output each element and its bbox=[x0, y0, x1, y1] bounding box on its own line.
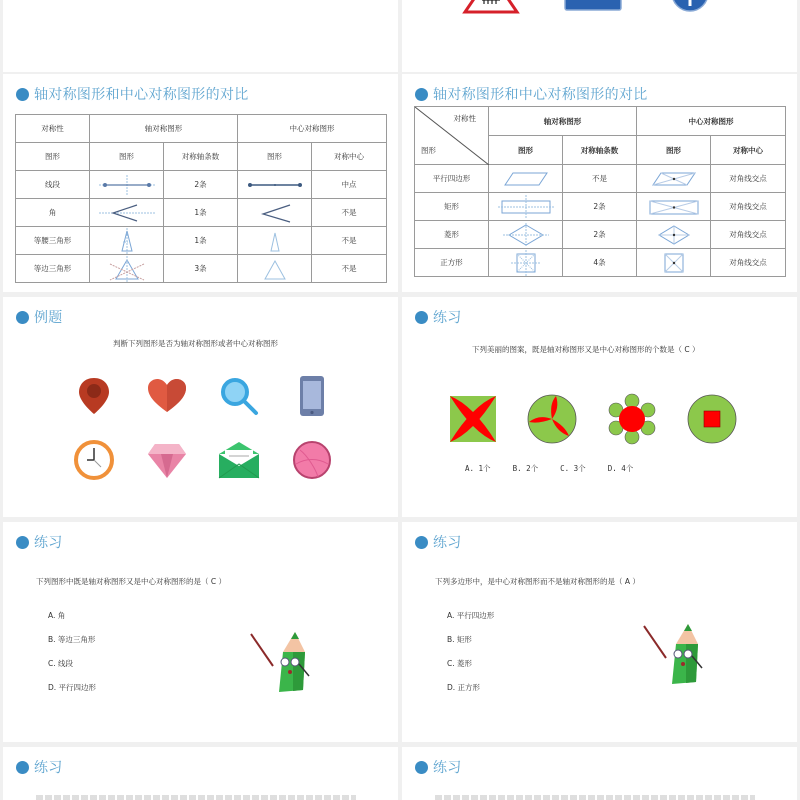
choice-a[interactable]: A. 平行四边形 bbox=[447, 611, 495, 620]
blue-rectangle-sign-icon bbox=[564, 0, 622, 12]
angle-icon bbox=[245, 202, 305, 224]
bullet-dot-icon bbox=[415, 88, 428, 101]
square-axes-icon bbox=[509, 250, 543, 276]
corner-top-label: 对称性 bbox=[453, 114, 476, 123]
diagonal-line-icon bbox=[415, 107, 489, 165]
table-row bbox=[415, 193, 786, 221]
slide-title-text: 练习 bbox=[34, 760, 63, 776]
example-icon-grid bbox=[58, 375, 348, 481]
segment-midpoint-icon bbox=[245, 174, 305, 196]
choice-list bbox=[447, 610, 494, 693]
flower-icon bbox=[607, 393, 657, 445]
bullet-dot-icon bbox=[415, 536, 428, 549]
rhombus-diagonals-icon bbox=[654, 224, 694, 246]
header-central-shape: 图形 bbox=[238, 143, 312, 171]
slide-practice-bottom-right bbox=[402, 747, 797, 800]
slide-title-text: 轴对称图形和中心对称图形的对比 bbox=[433, 87, 648, 103]
header-central-shape: 图形 bbox=[637, 136, 711, 165]
slide-practice-patterns bbox=[402, 297, 797, 517]
axis-count: 1条 bbox=[164, 227, 238, 255]
slide-title bbox=[16, 757, 63, 777]
cut-off-text bbox=[36, 795, 356, 800]
slide-title-text: 轴对称图形和中心对称图形的对比 bbox=[34, 87, 249, 103]
slide-title bbox=[415, 307, 462, 327]
table-row bbox=[16, 255, 387, 283]
diamond-icon bbox=[147, 440, 187, 480]
bullet-dot-icon bbox=[16, 88, 29, 101]
segment-with-axes-icon bbox=[97, 174, 157, 196]
slide-top-right-partial bbox=[402, 0, 797, 72]
choice-c[interactable]: C. 菱形 bbox=[447, 659, 473, 668]
slide-practice-q2 bbox=[402, 522, 797, 742]
slide-title bbox=[16, 84, 249, 104]
center-value: 不是 bbox=[312, 255, 387, 283]
axis-count: 1条 bbox=[164, 199, 238, 227]
header-axis-count: 对称轴条数 bbox=[563, 136, 637, 165]
axis-count: 2条 bbox=[164, 171, 238, 199]
header-axis-count: 对称轴条数 bbox=[164, 143, 238, 171]
choice-b[interactable]: B. 矩形 bbox=[447, 635, 472, 644]
pencil-teacher-mascot-icon bbox=[640, 622, 704, 688]
table-row bbox=[415, 249, 786, 277]
corner-bottom-label: 图形 bbox=[421, 146, 436, 155]
row-name: 矩形 bbox=[415, 193, 489, 221]
slide-title-text: 练习 bbox=[433, 310, 462, 326]
pencil-teacher-mascot-icon bbox=[247, 630, 311, 696]
blue-circle-info-sign-icon bbox=[670, 0, 710, 14]
choice-d[interactable]: D. 平行四边形 bbox=[48, 683, 97, 692]
bullet-dot-icon bbox=[415, 761, 428, 774]
center-value: 对角线交点 bbox=[711, 221, 786, 249]
table-row bbox=[415, 221, 786, 249]
row-name: 正方形 bbox=[415, 249, 489, 277]
choice-b[interactable]: B. 等边三角形 bbox=[48, 635, 96, 644]
slide-title-text: 练习 bbox=[433, 760, 462, 776]
axis-count: 2条 bbox=[563, 221, 637, 249]
slide-title bbox=[16, 307, 63, 327]
parallelogram-diagonals-icon bbox=[649, 169, 699, 189]
isosceles-triangle-axis-icon bbox=[112, 228, 142, 254]
header-axial-shape: 图形 bbox=[90, 143, 164, 171]
practice-question: 下列图形中既是轴对称图形又是中心对称图形的是（ C ） bbox=[36, 577, 227, 586]
square-in-circle-icon bbox=[687, 394, 737, 444]
center-value: 对角线交点 bbox=[711, 193, 786, 221]
bullet-dot-icon bbox=[16, 761, 29, 774]
row-name: 菱形 bbox=[415, 221, 489, 249]
axis-count: 4条 bbox=[563, 249, 637, 277]
table-row bbox=[415, 165, 786, 193]
slide-title-text: 练习 bbox=[433, 535, 462, 551]
heart-icon bbox=[147, 378, 187, 414]
rectangle-diagonals-icon bbox=[648, 197, 700, 217]
header-axial: 轴对称图形 bbox=[489, 107, 637, 136]
row-name: 平行四边形 bbox=[415, 165, 489, 193]
slide-title bbox=[16, 532, 63, 552]
center-value: 中点 bbox=[312, 171, 387, 199]
center-value: 不是 bbox=[312, 227, 387, 255]
bullet-dot-icon bbox=[16, 311, 29, 324]
table-row bbox=[16, 171, 387, 199]
comparison-table bbox=[414, 106, 786, 277]
slide-title bbox=[415, 757, 462, 777]
slide-practice-bottom-left bbox=[3, 747, 398, 800]
choice-d[interactable]: D. 正方形 bbox=[447, 683, 481, 692]
angle-bisector-icon bbox=[97, 202, 157, 224]
practice-question: 下列美丽的图案，既是轴对称图形又是中心对称图形的个数是（ C ） bbox=[472, 345, 700, 354]
axis-count: 2条 bbox=[563, 193, 637, 221]
header-symmetry: 对称性 bbox=[16, 115, 90, 143]
map-pin-icon bbox=[77, 376, 111, 416]
center-value: 对角线交点 bbox=[711, 165, 786, 193]
row-name: 角 bbox=[16, 199, 90, 227]
rhombus-axes-icon bbox=[501, 223, 551, 247]
option-c[interactable]: C. 3个 bbox=[560, 464, 586, 473]
parallelogram-icon bbox=[501, 169, 551, 189]
choice-list bbox=[48, 610, 96, 693]
practice-question: 下列多边形中，是中心对称图形而不是轴对称图形的是（ A ） bbox=[435, 577, 640, 586]
rectangle-axes-icon bbox=[496, 195, 556, 219]
header-central: 中心对称图形 bbox=[637, 107, 786, 136]
header-axial: 轴对称图形 bbox=[90, 115, 238, 143]
three-petal-circle-icon bbox=[527, 394, 577, 444]
phone-icon bbox=[299, 375, 325, 417]
slide-example bbox=[3, 297, 398, 517]
header-shape: 图形 bbox=[16, 143, 90, 171]
slide-title-text: 练习 bbox=[34, 535, 63, 551]
bullet-dot-icon bbox=[16, 536, 29, 549]
header-center: 对称中心 bbox=[711, 136, 786, 165]
table-row bbox=[16, 227, 387, 255]
choice-c[interactable]: C. 线段 bbox=[48, 659, 74, 668]
pattern-row bbox=[449, 393, 737, 445]
header-central: 中心对称图形 bbox=[238, 115, 387, 143]
bullet-dot-icon bbox=[415, 311, 428, 324]
option-b[interactable]: B. 2个 bbox=[512, 464, 539, 473]
magnifier-icon bbox=[219, 376, 259, 416]
slide-comparison-table-2 bbox=[402, 74, 797, 292]
table-row bbox=[16, 199, 387, 227]
equilateral-triangle-icon bbox=[260, 257, 290, 281]
slide-top-left-partial bbox=[3, 0, 398, 72]
row-name: 等腰三角形 bbox=[16, 227, 90, 255]
four-petal-square-icon bbox=[449, 395, 497, 443]
answer-options bbox=[465, 463, 633, 474]
center-value: 不是 bbox=[312, 199, 387, 227]
comparison-table bbox=[15, 114, 387, 283]
equilateral-triangle-axes-icon bbox=[107, 256, 147, 282]
slide-title-text: 例题 bbox=[34, 310, 63, 326]
slide-title bbox=[415, 84, 648, 104]
envelope-icon bbox=[217, 440, 261, 480]
slide-practice-q1 bbox=[3, 522, 398, 742]
option-a[interactable]: A. 1个 bbox=[465, 464, 491, 473]
slide-title bbox=[415, 532, 462, 552]
header-center: 对称中心 bbox=[312, 143, 387, 171]
header-axial-shape: 图形 bbox=[489, 136, 563, 165]
railway-crossing-sign-icon bbox=[462, 0, 520, 14]
example-prompt: 判断下列图形是否为轴对称图形或者中心对称图形 bbox=[113, 339, 278, 348]
center-value: 对角线交点 bbox=[711, 249, 786, 277]
axis-count: 3条 bbox=[164, 255, 238, 283]
clock-icon bbox=[73, 439, 115, 481]
isosceles-triangle-icon bbox=[260, 229, 290, 253]
dribbble-ball-icon bbox=[292, 440, 332, 480]
slide-comparison-table-1 bbox=[3, 74, 398, 292]
cut-off-text bbox=[435, 795, 755, 800]
diagonal-header-cell bbox=[415, 107, 489, 165]
choice-a[interactable]: A. 角 bbox=[48, 611, 66, 620]
row-name: 等边三角形 bbox=[16, 255, 90, 283]
square-diagonals-icon bbox=[661, 250, 687, 276]
axis-count: 不是 bbox=[563, 165, 637, 193]
row-name: 线段 bbox=[16, 171, 90, 199]
option-d[interactable]: D. 4个 bbox=[607, 464, 634, 473]
